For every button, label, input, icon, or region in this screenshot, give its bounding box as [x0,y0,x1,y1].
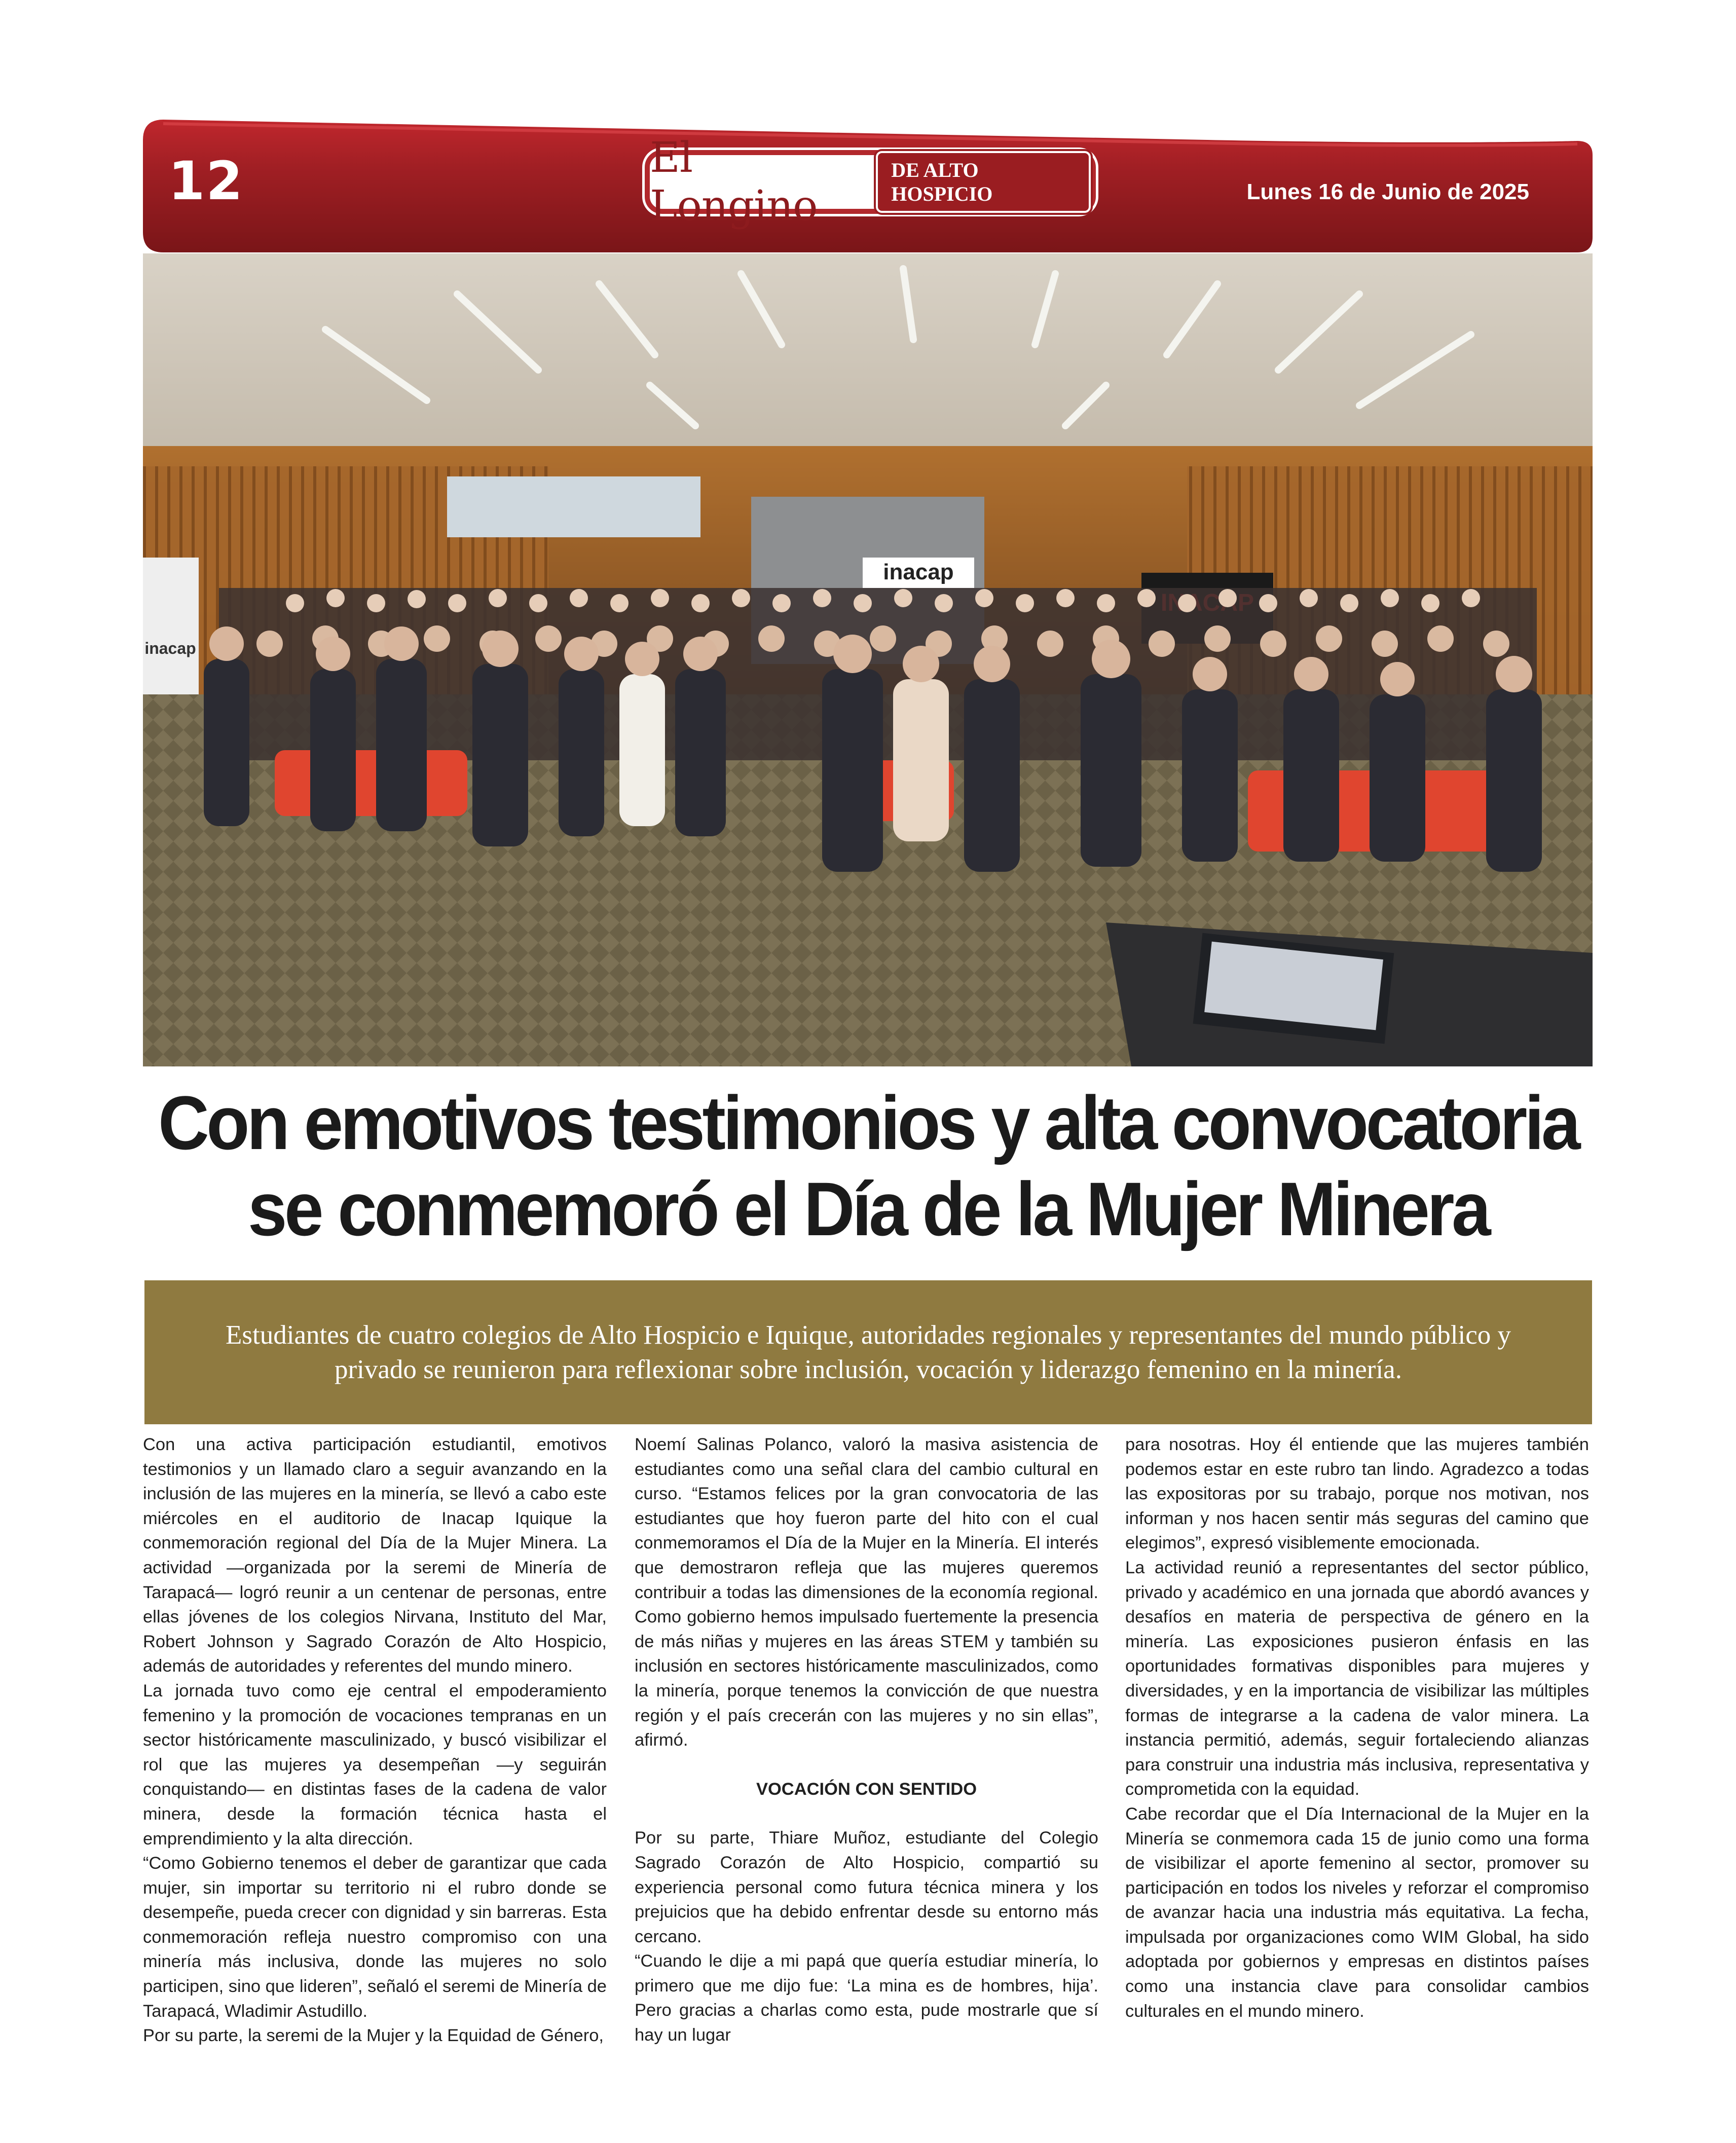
page-number: 12 [168,150,244,212]
paragraph: “Como Gobierno tenemos el deber de garantizar que cada mujer, sin importar su territorio ni el rubro donde se desempeñe, pueda crecer con dignidad y sin barreras. Esta conmemoración refleja nuestro compromiso con una minería más inclusiva, donde las mujeres no solo participen, sino que lideren”, señaló el seremi de Minería de Tarapacá, Wladimir Astudillo. [143,1854,607,2021]
paragraph: Por su parte, Thiare Muñoz, estudiante del Colegio Sagrado Corazón de Alto Hospicio, compartió su experiencia personal como futura técnica minera y los prejuicios que ha debido enfrentar desde su entorno más cercano. [635,1828,1098,1946]
deck-box [144,1280,1592,1424]
section-subhead: VOCACIÓN CON SENTIDO [756,1779,977,1799]
paragraph: para nosotras. Hoy él entiende que las mujeres también podemos estar en este rubro tan lindo. Agradezco a todas las expositoras por su trabajo, porque nos motivan, nos informan y nos hacen sentir más seguras del camino que elegimos”, expresó visiblemente emocionada. [1125,1435,1589,1553]
headline-line-1: Con emotivos testimonios y alta convocatoria [158,1080,1578,1165]
paragraph: Noemí Salinas Polanco, valoró la masiva asistencia de estudiantes como una señal clara del cambio cultural en curso. “Estamos felices por la gran convocatoria de las estudiantes que hoy fueron parte del hito con el cual conmemoramos el Día de la Mujer en la Minería. El interés que demostraron refleja que las mujeres queremos contribuir a todas las dimensiones de la economía regional. Como gobierno hemos impulsado fuertemente la presencia de más niñas y mujeres en las áreas STEM y también su inclusión en sectores históricamente masculinizados, como la minería, porque tenemos la convicción de que nuestra región y el país crecerán con las mujeres y no sin ellas”, afirmó. [635,1435,1098,1750]
headline [155,1080,1581,1252]
sign-inacap-center: inacap [883,560,954,584]
article-column-1 [143,1432,607,2048]
sign-inacap-left: inacap [144,639,196,657]
headline-line-2: se conmemoró el Día de la Mujer Minera [247,1166,1489,1251]
paragraph: La jornada tuvo como eje central el empoderamiento femenino y la promoción de vocaciones tempranas en un sector históricamente masculinizado, y buscó visibilizar el rol que las mujeres ya desempeñan —y seguirán conquistando— en distintas fases de la cadena de valor minera, desde la formación técnica hasta el emprendimiento y la alta dirección. [143,1681,607,1849]
issue-date: Lunes 16 de Junio de 2025 [1246,179,1529,204]
page-header [143,120,1593,252]
paragraph: La actividad reunió a representantes del sector público, privado y académico en una jornada que abordó avances y desafíos en materia de perspectiva de género en la minería. Las exposiciones pusieron énfasis en las oportunidades formativas disponibles para mujeres y diversidades, y en la importancia de visibilizar las múltiples formas de integrarse a la cadena de valor minera. La instancia permitió, además, seguir fortaleciendo alianzas para construir una industria más inclusiva, representativa y comprometida con la equidad. [1125,1558,1589,1799]
event-photo [143,253,1593,1066]
article-column-2 [635,1432,1098,2048]
masthead-name: El Longino [650,134,818,230]
auditorium-illustration [143,253,1593,1066]
paragraph: Cabe recordar que el Día Internacional de la Mujer en la Minería se conmemora cada 15 de junio como una forma de visibilizar el aporte femenino al sector, promover su participación en todos los niveles y reforzar el compromiso de avanzar hacia una industria más equitativa. La fecha, impulsada por organizaciones como WIM Global, ha sido adoptada por gobiernos y empresas en distintos países como una instancia clave para consolidar cambios culturales en el mundo minero. [1125,1804,1589,2021]
paragraph: Con una activa participación estudiantil, emotivos testimonios y un llamado claro a seguir avanzando en la inclusión de las mujeres en la minería, se llevó a cabo este miércoles en el auditorio de Inacap Iquique la conmemoración regional del Día de la Mujer Minera. La actividad —organizada por la seremi de Minería de Tarapacá— logró reunir a un centenar de personas, entre ellas jóvenes de los colegios Nirvana, Instituto del Mar, Robert Johnson y Sagrado Corazón de Alto Hospicio, además de autoridades y referentes del mundo minero. [143,1435,607,1676]
paragraph: Por su parte, la seremi de la Mujer y la Equidad de Género, [143,2026,604,2046]
article-column-3 [1125,1432,1589,2023]
paragraph: “Cuando le dije a mi papá que quería estudiar minería, lo primero que me dijo fue: ‘La mina es de hombres, hija’. Pero gracias a charlas como esta, pude mostrarle que sí hay un lugar [635,1951,1098,2045]
masthead-tag: DE ALTO HOSPICIO [876,151,1091,213]
deck-text: Estudiantes de cuatro colegios de Alto Hospicio e Iquique, autoridades regionales y representantes del mundo público y privado se reunieron para reflexionar sobre inclusión, vocación y liderazgo femenino en la minería. [226,1320,1511,1384]
masthead-logo [645,134,1096,230]
